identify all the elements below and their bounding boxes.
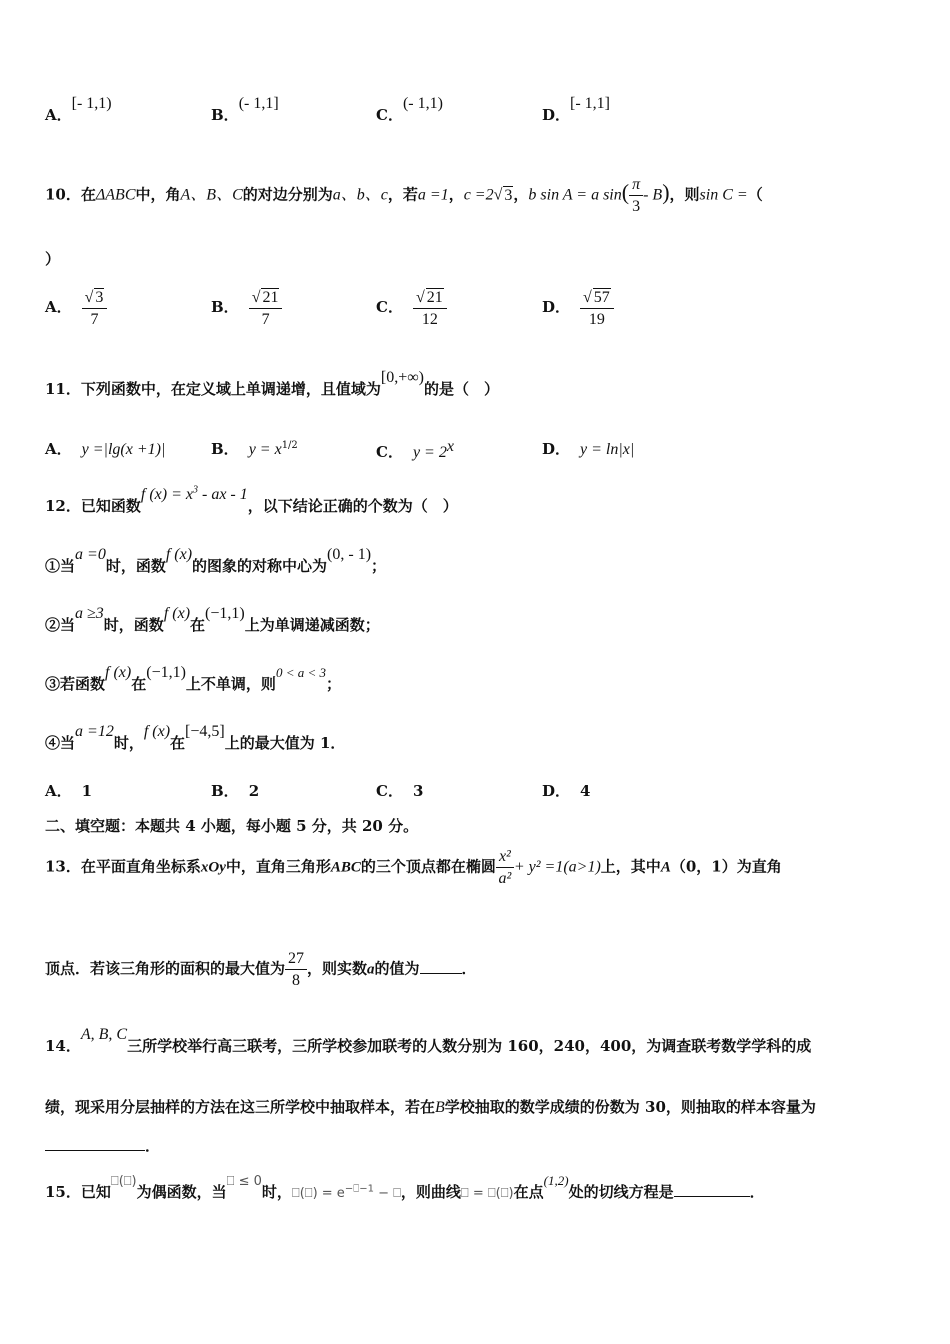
q11-option-c (376, 438, 454, 462)
stem-text: 为偶函数，当 (136, 1183, 227, 1201)
answer-blank[interactable] (420, 959, 462, 974)
math: f (x) (163, 605, 191, 622)
frac-den: 3 (632, 197, 641, 215)
math: ΔABC (95, 186, 136, 204)
math: ABC (330, 859, 361, 876)
option-value: [- 1,1] (570, 95, 610, 112)
statement-text: ④当 (45, 734, 76, 752)
math: + y² =1(a>1) (513, 858, 601, 876)
frac-den: 7 (90, 310, 99, 328)
option-value: y = ln|x| (580, 441, 635, 458)
stem-text: 的三个顶点都在椭圆 (360, 857, 496, 876)
frac-den: 8 (292, 971, 301, 989)
stem-text: 在平面直角坐标系 (80, 857, 201, 876)
math: (1,2) (543, 1173, 569, 1188)
q14-stem-2 (45, 1096, 915, 1117)
q12-option-d (542, 780, 590, 801)
question-number: 14． (45, 1037, 81, 1055)
exponent: −⎕−1 (344, 1183, 374, 1195)
missing-glyph-math: ⎕ = ⎕(⎕) (460, 1186, 514, 1201)
stem-text: ） (45, 250, 61, 268)
math: a (367, 961, 375, 978)
math-part: − ⎕ (373, 1186, 401, 1201)
math-part: ⎕(⎕) = e (291, 1186, 345, 1201)
math: f (x) (165, 546, 193, 563)
q10-option-c (376, 288, 447, 328)
stem-text: ，则曲线 (400, 1183, 461, 1201)
math: A, B, C (80, 1026, 128, 1043)
q10-option-b (211, 288, 282, 328)
q14-stem-3 (45, 1135, 915, 1156)
math-part: - ax - 1 (198, 486, 248, 503)
option-value: 4 (580, 782, 591, 800)
q10-stem-end (45, 248, 915, 269)
option-value: [- 1,1) (71, 95, 112, 112)
option-value: (- 1,1) (402, 95, 443, 112)
math: (−1,1) (205, 605, 245, 622)
option-label: A． (45, 782, 72, 800)
statement-text: ②当 (45, 616, 76, 634)
math: sin C = (699, 186, 748, 204)
option-label: A． (45, 440, 72, 458)
math: a =0 (75, 546, 106, 563)
fraction: $\frac{√ 57}{19}$ (580, 288, 614, 328)
stem-text: ． (145, 1137, 161, 1155)
statement-text: ； (325, 675, 341, 693)
option-value: y = x (248, 441, 282, 458)
math: a ≥3 (75, 605, 104, 622)
q9-option-a (45, 95, 112, 125)
frac-num: 3 (95, 289, 104, 306)
question-number: 12． (45, 497, 81, 515)
option-label: C． (376, 298, 403, 317)
statement-text: 的图象的对称中心为 (192, 557, 328, 575)
math: xOy (200, 859, 226, 876)
question-number: 13． (45, 857, 81, 876)
frac-den: 12 (421, 310, 438, 328)
option-label: A． (45, 106, 72, 124)
stem-text: ，则 (669, 185, 700, 204)
fraction: $\frac{√ 21}{7}$ (249, 288, 283, 328)
statement-text: ①当 (45, 557, 76, 575)
math: 3 (504, 186, 513, 204)
option-label: D． (542, 298, 571, 317)
stem-text: 中，角 (135, 185, 181, 204)
exponent: 3 (193, 484, 198, 496)
frac-num: π (629, 176, 643, 196)
math: [0,+∞) (380, 369, 424, 386)
frac-den: 7 (261, 310, 270, 328)
exponent: 1/2 (281, 440, 298, 451)
stem-text: 的是（ ） (423, 380, 499, 398)
statement-text: ③若函数 (45, 675, 106, 693)
math: B (435, 1099, 445, 1116)
q11-option-d (542, 438, 634, 459)
missing-glyph-math: ⎕(⎕) (110, 1174, 137, 1189)
math: c =2 (463, 186, 494, 204)
math (141, 486, 248, 503)
q12-statement-4 (45, 723, 915, 753)
stem-text: 处的切线方程是 (568, 1183, 674, 1201)
math: f (x) (143, 723, 171, 740)
stem-text: ，若 (387, 185, 418, 204)
q12-statement-2 (45, 605, 915, 635)
math: 0 < a < 3 (275, 665, 326, 680)
q11-option-b (211, 438, 298, 459)
frac-num: x² (496, 848, 514, 868)
math: f (x) (105, 664, 132, 681)
fraction: $\frac{√ 3}{7}$ (82, 288, 108, 328)
option-value: y =|lg(x +1)| (81, 441, 166, 458)
statement-text: 在 (170, 734, 186, 752)
option-value: y = 2 (412, 444, 447, 461)
fraction (496, 848, 514, 887)
q15-stem (45, 1173, 915, 1202)
option-value: 3 (412, 782, 424, 800)
stem-text: 已知函数 (80, 497, 141, 515)
option-label: D． (542, 440, 571, 458)
frac-num: 27 (285, 950, 307, 970)
fraction (285, 950, 307, 989)
option-label: B． (211, 298, 239, 317)
stem-text: （0，1）为直角 (670, 857, 782, 876)
statement-text: 上不单调，则 (185, 675, 276, 693)
option-label: A． (45, 298, 72, 317)
option-label: C． (376, 443, 403, 461)
option-label: B． (211, 106, 239, 124)
stem-text: ，以下结论正确的个数为（ ） (247, 497, 458, 515)
option-label: C． (376, 782, 403, 800)
q9-option-d (542, 95, 610, 125)
option-value: 2 (248, 782, 260, 800)
stem-text: （ (747, 185, 763, 204)
q11-option-a (45, 438, 165, 459)
q13-stem-2 (45, 950, 915, 989)
q11-stem (45, 369, 915, 399)
missing-glyph-math (291, 1183, 401, 1201)
q9-option-b (211, 95, 279, 125)
math: (−1,1) (146, 664, 186, 681)
q12-statement-3 (45, 664, 915, 694)
math: a =1 (417, 186, 449, 204)
stem-text: 下列函数中，在定义域上单调递增，且值域为 (80, 380, 381, 398)
option-label: D． (542, 782, 571, 800)
q12-option-a (45, 780, 92, 801)
q14-stem (45, 1026, 915, 1056)
stem-text: 的值为 (374, 959, 420, 978)
answer-blank[interactable] (45, 1136, 145, 1151)
frac-den: 19 (588, 310, 605, 328)
q12-stem (45, 484, 915, 516)
stem-text: 时， (261, 1183, 292, 1201)
fraction: $\frac{√ 21}{12}$ (413, 288, 447, 328)
option-label: B． (211, 440, 239, 458)
section-2-heading: 二、填空题：本题共 4 小题，每小题 5 分，共 20 分。 (45, 817, 419, 835)
statement-text: ； (371, 557, 387, 575)
option-value: 1 (81, 782, 93, 800)
stem-text: ． (461, 959, 477, 978)
stem-text: 中，直角三角形 (225, 857, 331, 876)
answer-blank[interactable] (674, 1182, 750, 1197)
statement-text: 时， (113, 734, 144, 752)
option-value: (- 1,1] (238, 95, 279, 112)
option-label: D． (542, 106, 571, 124)
stem-text: 已知 (80, 1183, 111, 1201)
q10-stem: 10．在ΔABC中，角A、B、C的对边分别为a、b、c，若a =1，c =2√ 3，b sin A = a sin( $\frac{\pi}{3}$ - B)，则sin C =（ (45, 176, 763, 215)
stem-text: 绩，现采用分层抽样的方法在这三所学校中抽取样本，若在 (45, 1098, 436, 1116)
stem-text: 的对边分别为 (242, 185, 333, 204)
frac-num: 21 (426, 289, 443, 306)
q12-option-c (376, 780, 423, 801)
statement-text: 上的最大值为 1． (224, 734, 346, 752)
statement-text: 在 (190, 616, 206, 634)
q12-option-b (211, 780, 259, 801)
q12-statement-1 (45, 546, 915, 576)
statement-text: 在 (131, 675, 147, 693)
math: A、B、C (180, 186, 243, 204)
frac-num: 21 (262, 289, 279, 306)
stem-text: 在点 (513, 1183, 544, 1201)
stem-text: 在 (80, 185, 96, 204)
question-number: 15． (45, 1183, 81, 1201)
stem-text: ，则实数 (307, 959, 368, 978)
math: a、b、c (332, 186, 388, 204)
frac-den: a² (498, 869, 512, 887)
stem-text: 三所学校举行高三联考，三所学校参加联考的人数分别为 160，240，400，为调查联考数学学科的成 (127, 1037, 812, 1055)
option-label: C． (376, 106, 403, 124)
q10-option-d (542, 288, 614, 328)
q13-stem (45, 848, 915, 887)
exponent: x (446, 438, 454, 455)
math: - B (643, 186, 663, 204)
statement-text: 上为单调递减函数； (244, 616, 380, 634)
math-part: f (x) = x (140, 486, 193, 503)
frac-num: 57 (593, 289, 610, 306)
math: (0, - 1) (327, 546, 372, 563)
math: A (660, 859, 671, 876)
question-number: 10． (45, 185, 81, 204)
question-number: 11． (45, 380, 81, 398)
statement-text: 时，函数 (105, 557, 166, 575)
missing-glyph-math: ⎕ ≤ 0 (226, 1174, 262, 1189)
statement-text: 时，函数 (103, 616, 164, 634)
fraction (629, 176, 643, 215)
q10-option-a (45, 288, 107, 328)
stem-text: ． (749, 1183, 765, 1201)
math: a =12 (75, 723, 114, 740)
stem-text: 学校抽取的数学成绩的份数为 30，则抽取的样本容量为 (444, 1098, 816, 1116)
option-label: B． (211, 782, 239, 800)
stem-text: 顶点．若该三角形的面积的最大值为 (45, 959, 286, 978)
stem-text: 上，其中 (600, 857, 661, 876)
math: b sin A = a sin (528, 186, 622, 204)
math: [−4,5] (185, 723, 225, 740)
q9-option-c (376, 95, 443, 125)
